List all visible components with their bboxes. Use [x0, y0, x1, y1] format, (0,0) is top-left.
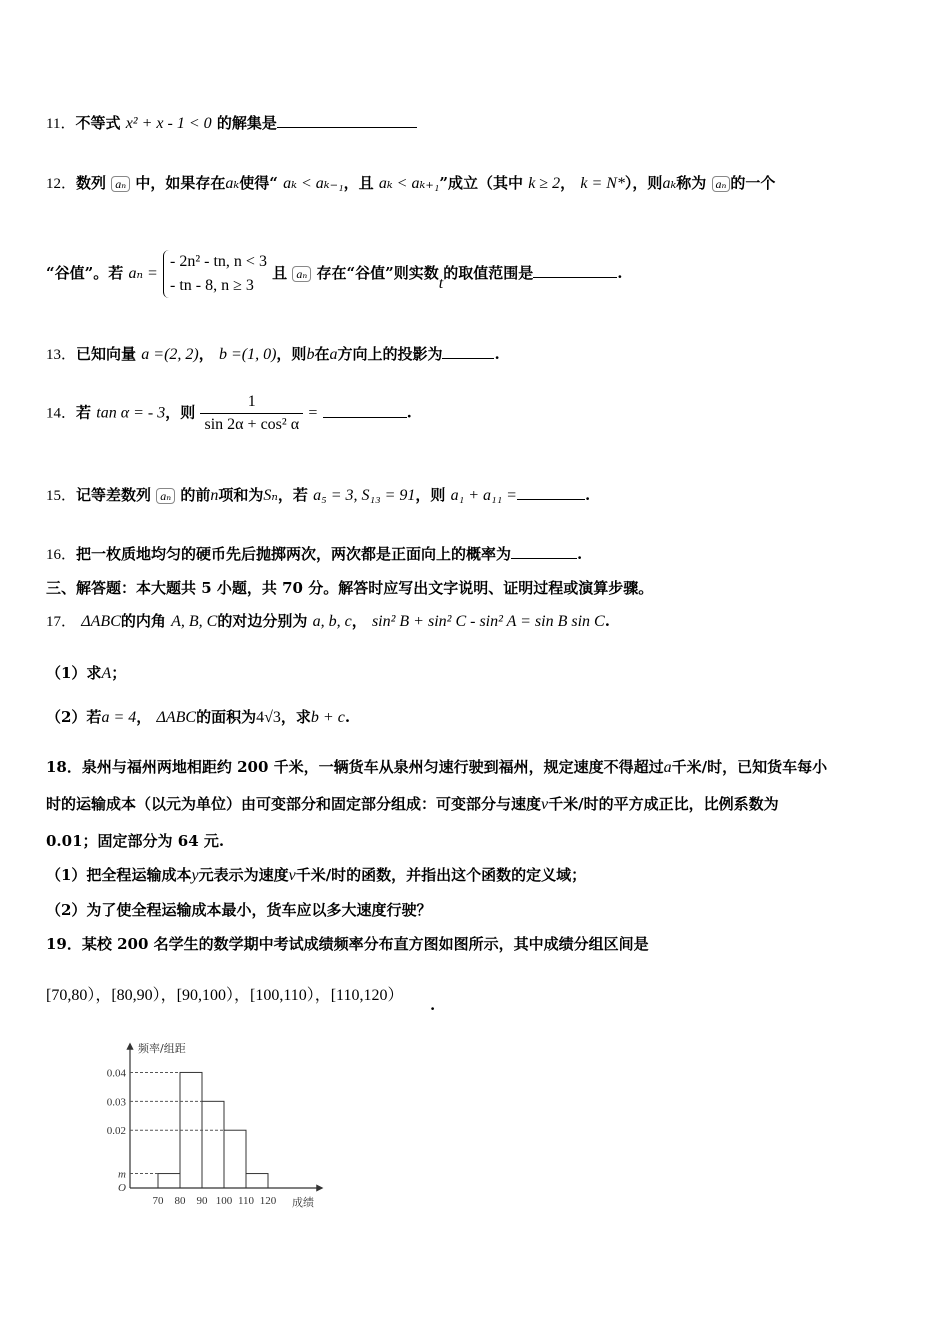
section-3-heading: 三、解答题：本大题共 5 小题，共 70 分。解答时应写出文字说明、证明过程或演算步骤。 — [46, 579, 654, 597]
question-19-intervals: [70,80），[80,90），[90,100），[100,110），[110,120） — [46, 987, 404, 1004]
histogram-bar-3 — [224, 1130, 246, 1188]
question-14: 14．若 tan α = - 3，则 $\frac{1}{\text{sin 2α + cos² α}}$ = . — [46, 393, 412, 433]
inequality-expression: x² + x - 1 < 0 — [125, 115, 212, 132]
answer-blank[interactable] — [277, 113, 417, 128]
y-tick-label-2: 0.03 — [106, 1096, 126, 1109]
x-tick-label-1: 80 — [174, 1195, 186, 1207]
x-tick-label-4: 110 — [237, 1195, 255, 1207]
answer-blank[interactable] — [323, 403, 407, 418]
answer-blank[interactable] — [511, 544, 577, 559]
y-tick-label-1: 0.02 — [106, 1125, 126, 1138]
question-18: 18．泉州与福州两地相距约 200 千米，一辆货车从泉州匀速行驶到福州，规定速度不得超过a千米/时，已知货车每小 — [46, 758, 828, 776]
y-axis-label: 频率/组距 — [138, 1042, 186, 1055]
x-tick-label-2: 90 — [196, 1195, 208, 1207]
histogram-bar-4 — [246, 1174, 268, 1188]
x-axis-label: 成绩 — [292, 1196, 314, 1209]
y-tick-label-3: 0.04 — [106, 1067, 126, 1080]
question-18-line-2: 时的运输成本（以元为单位）由可变部分和固定部分组成：可变部分与速度v千米/时的平方成正比，比例系数为 — [46, 795, 779, 813]
question-12: 12．数列 aₙ 中，如果存在aₖ使得“ aₖ < aₖ₋₁，且 aₖ < aₖ₊₁”成立（其中 k ≥ 2， k = N*），则aₖ称为 aₙ 的一个 — [46, 174, 776, 192]
question-12-cont: “谷值”。若 aₙ = - 2n² - tn, n < 3 - tn - 8, n ≥ 3 且 aₙ 存在“谷值”则实数t的取值范围是 . — [46, 250, 623, 298]
x-tick-label-0: 70 — [152, 1195, 164, 1207]
fraction: $\frac{1}{\text{sin 2α + cos² α}}$ — [200, 393, 303, 434]
question-18-line-3: 0.01；固定部分为 64 元. — [46, 832, 225, 850]
question-11: 11．不等式 x² + x - 1 < 0 的解集是 — [46, 112, 417, 133]
question-17-part-2: （2）若a = 4， ΔABC的面积为4√3，求b + c. — [46, 708, 351, 726]
question-17-part-1: （1）求A； — [46, 664, 127, 682]
x-tick-label-3: 100 — [215, 1195, 233, 1207]
answer-blank[interactable] — [442, 344, 494, 359]
y-tick-label-0: m — [118, 1168, 126, 1181]
question-18-part-2: （2）为了使全程运输成本最小，货车应以多大速度行驶？ — [46, 901, 432, 919]
histogram-bar-2 — [202, 1101, 224, 1188]
answer-blank[interactable] — [517, 485, 585, 500]
piecewise-function: - 2n² - tn, n < 3 - tn - 8, n ≥ 3 — [163, 250, 267, 298]
origin-label: O — [118, 1182, 126, 1194]
frequency-histogram — [100, 1040, 340, 1210]
histogram-bar-0 — [158, 1174, 180, 1188]
question-18-part-1: （1）把全程运输成本y元表示为速度v千米/时的函数，并指出这个函数的定义域； — [46, 866, 587, 884]
question-19: 19．某校 200 名学生的数学期中考试成绩频率分布直方图如图所示，其中成绩分组区间是 — [46, 935, 649, 953]
x-tick-label-5: 120 — [259, 1195, 277, 1207]
question-17: 17． ΔABC的内角 A, B, C的对边分别为 a, b, c， sin² B + sin² C - sin² A = sin B sin C. — [46, 612, 610, 630]
question-16: 16．把一枚质地均匀的硬币先后抛掷两次，两次都是正面向上的概率为 . — [46, 545, 583, 563]
question-15: 15．记等差数列 aₙ 的前n项和为Sₙ，若 a₅ = 3, S₁₃ = 91，则 a₁ + a₁₁ = . — [46, 486, 591, 504]
answer-blank[interactable] — [533, 263, 617, 278]
question-13: 13．已知向量 a =(2, 2)， b =(1, 0)，则b在a方向上的投影为 . — [46, 345, 500, 363]
